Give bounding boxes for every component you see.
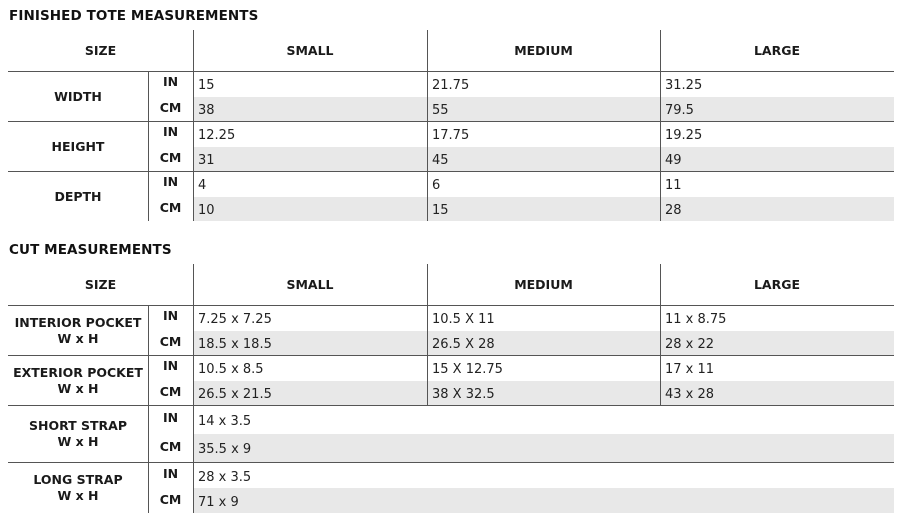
value-small: 31 — [198, 152, 215, 168]
value-cells — [193, 147, 894, 172]
column-divider — [427, 331, 428, 356]
table-row — [8, 381, 894, 406]
unit-label: IN — [162, 124, 179, 139]
header-divider — [660, 264, 661, 305]
table-row — [8, 488, 894, 513]
size-group — [8, 171, 894, 221]
table-row — [8, 331, 894, 356]
value-all-sizes: 35.5 x 9 — [198, 442, 252, 457]
value-cells — [193, 122, 894, 147]
group-label-text: HEIGHT — [51, 138, 105, 154]
unit-divider — [148, 122, 149, 171]
header-divider — [193, 264, 194, 305]
unit-label: CM — [159, 492, 182, 507]
group-label-text: WIDTH — [54, 88, 102, 104]
size-group — [8, 71, 894, 121]
value-small: 12.25 — [198, 128, 236, 143]
table-row — [8, 97, 894, 122]
table-row — [8, 406, 894, 434]
value-small: 26.5 x 21.5 — [198, 386, 272, 402]
group-label-text: DEPTH — [54, 188, 102, 204]
column-divider — [660, 72, 661, 97]
value-small: 15 — [198, 78, 215, 93]
value-small: 38 — [198, 102, 215, 118]
cut-measurements-title: CUT MEASUREMENTS — [9, 242, 172, 258]
value-large: 11 x 8.75 — [665, 312, 727, 327]
value-small: 10 — [198, 202, 215, 218]
cut-measurements-table — [8, 264, 894, 513]
value-cells — [193, 434, 894, 462]
value-medium: 10.5 X 11 — [432, 312, 495, 327]
value-large: 28 — [665, 202, 682, 218]
unit-label: IN — [162, 308, 179, 323]
value-medium: 45 — [432, 152, 449, 168]
column-divider — [660, 331, 661, 356]
header-small: SMALL — [286, 277, 334, 292]
value-cells — [193, 306, 894, 331]
size-group — [8, 121, 894, 171]
column-divider — [660, 147, 661, 172]
label-divider — [193, 463, 194, 513]
table-header — [8, 30, 894, 71]
value-cells — [193, 197, 894, 222]
value-small: 4 — [198, 178, 207, 193]
header-divider — [660, 30, 661, 71]
column-divider — [427, 147, 428, 172]
value-large: 28 x 22 — [665, 336, 715, 352]
table-row — [8, 434, 894, 462]
value-large: 49 — [665, 152, 682, 168]
value-large: 17 x 11 — [665, 362, 715, 377]
value-cells — [193, 381, 894, 406]
header-large: LARGE — [753, 43, 801, 58]
value-cells — [193, 463, 894, 488]
group-label-text: LONG STRAP — [33, 472, 123, 487]
value-medium: 26.5 X 28 — [432, 336, 495, 352]
value-large: 11 — [665, 178, 682, 193]
unit-divider — [148, 406, 149, 462]
value-cells — [193, 72, 894, 97]
column-divider — [660, 97, 661, 122]
group-label-text: SHORT STRAP — [28, 418, 128, 433]
column-divider — [660, 381, 661, 406]
value-small: 18.5 x 18.5 — [198, 336, 272, 352]
column-divider — [660, 172, 661, 197]
table-row — [8, 463, 894, 488]
label-divider — [193, 72, 194, 121]
column-divider — [660, 197, 661, 222]
value-large: 43 x 28 — [665, 386, 715, 402]
column-divider — [427, 122, 428, 147]
unit-label: CM — [159, 199, 182, 215]
column-divider — [660, 306, 661, 331]
value-medium: 21.75 — [432, 78, 470, 93]
value-cells — [193, 172, 894, 197]
size-group — [8, 462, 894, 513]
column-divider — [427, 381, 428, 406]
size-group — [8, 305, 894, 355]
value-medium: 6 — [432, 178, 441, 193]
group-label-sub: W x H — [57, 434, 99, 449]
header-medium: MEDIUM — [514, 277, 573, 292]
label-divider — [193, 122, 194, 171]
header-large: LARGE — [753, 277, 801, 292]
value-all-sizes: 14 x 3.5 — [198, 414, 252, 429]
unit-divider — [148, 306, 149, 355]
table-header — [8, 264, 894, 305]
column-divider — [660, 122, 661, 147]
unit-label: IN — [162, 174, 179, 189]
column-divider — [427, 197, 428, 222]
table-row — [8, 147, 894, 172]
value-cells — [193, 488, 894, 513]
unit-divider — [148, 172, 149, 221]
finished-tote-title: FINISHED TOTE MEASUREMENTS — [9, 8, 259, 24]
header-small: SMALL — [286, 43, 334, 58]
value-medium: 55 — [432, 102, 449, 118]
header-size: SIZE — [84, 43, 117, 58]
unit-divider — [148, 72, 149, 121]
group-label-text: EXTERIOR POCKET — [13, 364, 143, 380]
group-label-sub: W x H — [57, 488, 99, 503]
label-divider — [193, 406, 194, 462]
column-divider — [427, 72, 428, 97]
table-row — [8, 172, 894, 197]
value-small: 7.25 x 7.25 — [198, 312, 272, 327]
value-medium: 15 X 12.75 — [432, 362, 503, 377]
column-divider — [427, 172, 428, 197]
value-large: 19.25 — [665, 128, 703, 143]
value-medium: 17.75 — [432, 128, 470, 143]
group-label-sub: W x H — [57, 380, 99, 396]
group-label-text: INTERIOR POCKET — [14, 314, 142, 330]
unit-label: IN — [162, 410, 179, 425]
value-cells — [193, 97, 894, 122]
label-divider — [193, 306, 194, 355]
value-small: 10.5 x 8.5 — [198, 362, 264, 377]
unit-label: CM — [159, 333, 182, 349]
unit-divider — [148, 356, 149, 405]
value-large: 31.25 — [665, 78, 703, 93]
label-divider — [193, 172, 194, 221]
table-row — [8, 197, 894, 222]
size-group — [8, 355, 894, 405]
unit-label: IN — [162, 74, 179, 89]
table-row — [8, 306, 894, 331]
header-divider — [427, 30, 428, 71]
unit-label: IN — [162, 358, 179, 373]
column-divider — [427, 306, 428, 331]
column-divider — [660, 356, 661, 381]
header-divider — [427, 264, 428, 305]
value-cells — [193, 356, 894, 381]
header-divider — [193, 30, 194, 71]
table-row — [8, 122, 894, 147]
table-row — [8, 356, 894, 381]
column-divider — [427, 356, 428, 381]
table-row — [8, 72, 894, 97]
value-medium: 38 X 32.5 — [432, 386, 495, 402]
value-all-sizes: 28 x 3.5 — [198, 470, 252, 485]
unit-divider — [148, 463, 149, 513]
value-large: 79.5 — [665, 102, 694, 118]
unit-label: CM — [159, 383, 182, 399]
column-divider — [427, 97, 428, 122]
group-label-sub: W x H — [57, 330, 99, 346]
unit-label: CM — [159, 149, 182, 165]
value-cells — [193, 406, 894, 434]
label-divider — [193, 356, 194, 405]
value-all-sizes: 71 x 9 — [198, 495, 239, 510]
header-medium: MEDIUM — [514, 43, 573, 58]
unit-label: CM — [159, 99, 182, 115]
value-medium: 15 — [432, 202, 449, 218]
size-group — [8, 405, 894, 462]
unit-label: IN — [162, 466, 179, 481]
header-size: SIZE — [84, 277, 117, 292]
unit-label: CM — [159, 439, 182, 454]
finished-tote-table — [8, 30, 894, 221]
value-cells — [193, 331, 894, 356]
